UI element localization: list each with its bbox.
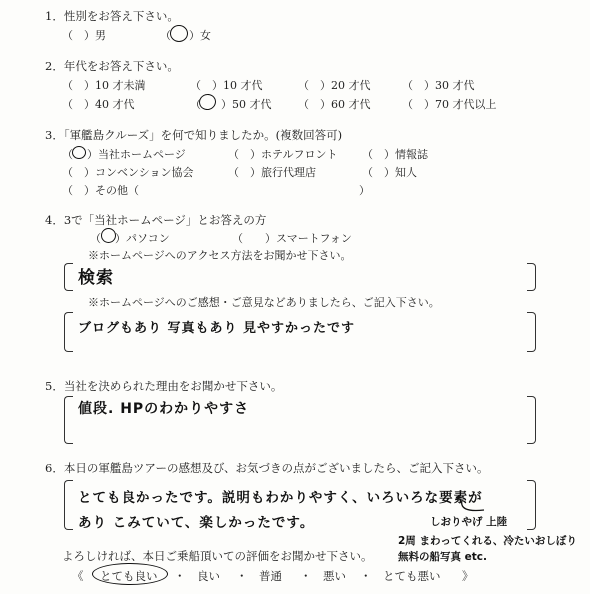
q5-title: 5．当社を決められた理由をお聞かせ下さい。	[45, 379, 283, 393]
q4-impression-bracket-right	[527, 312, 536, 352]
q5-bracket-left	[64, 396, 73, 444]
q2-age-under10[interactable]: （ ）10 才未満	[62, 79, 146, 92]
rating-open: 《	[72, 569, 84, 583]
rating-very-good[interactable]: とても良い	[100, 569, 158, 583]
q6-bracket-right	[527, 480, 536, 530]
q6-answer-line1[interactable]: とても良かったです。説明もわかりやすく、いろいろな要素が	[78, 490, 483, 506]
rating-very-bad[interactable]: ・ とても悪い	[360, 569, 441, 583]
q4-impression-answer[interactable]: ブログもあり 写真もあり 見やすかったです	[78, 321, 356, 336]
q3-option-agency[interactable]: （ ）旅行代理店	[228, 166, 316, 179]
q3-homepage-mark	[72, 146, 86, 159]
q3-option-other[interactable]: （ ）その他（ ）	[62, 184, 370, 197]
q6-side-note-1: しおりやげ 上陸	[430, 516, 508, 528]
q4-access-bracket-left	[64, 263, 73, 291]
q1-option-male[interactable]: （ ）男	[62, 29, 106, 42]
q6-answer-line2[interactable]: あり こみていて、楽しかったです。	[78, 515, 315, 531]
q4-option-pc[interactable]: （ ）パソコン	[90, 232, 170, 245]
rating-average[interactable]: ・ 普通	[236, 569, 282, 583]
q1-female-open: （	[160, 29, 171, 42]
q5-bracket-right	[527, 396, 536, 444]
q6-side-note-2: 2周 まわってくれる、冷たいおしぼり	[398, 535, 577, 547]
rating-good[interactable]: ・ 良い	[174, 569, 220, 583]
q4-access-note: ※ホームページへのアクセス方法をお聞かせ下さい。	[88, 249, 352, 262]
q3-option-friend[interactable]: （ ）知人	[362, 166, 417, 179]
q2-age-70plus[interactable]: （ ）70 才代以上	[402, 98, 497, 111]
q5-answer[interactable]: 値段. HPのわかりやすさ	[78, 401, 250, 417]
q3-title: 3．「軍艦島クルーズ」を何で知りましたか。(複数回答可)	[45, 128, 343, 142]
q2-title: 2．年代をお答え下さい。	[45, 59, 179, 73]
q3-homepage-label: 当社ホームページ	[98, 148, 186, 161]
q1-female-mark	[170, 25, 188, 42]
q4-impression-note: ※ホームページへのご感想・ご意見などありましたら、ご記入下さい。	[88, 296, 440, 309]
q3-option-hotel[interactable]: （ ）ホテルフロント	[228, 148, 338, 161]
rating-very-good-mark	[92, 563, 168, 585]
q6-annotation-arrow-icon	[458, 498, 488, 514]
q4-access-bracket-right	[527, 263, 536, 291]
q4-pc-label: パソコン	[126, 232, 170, 245]
q2-age-50s-label: 50 才代	[232, 98, 272, 111]
q4-pc-mark	[101, 228, 116, 243]
rating-bad[interactable]: ・ 悪い	[300, 569, 346, 583]
q2-age-20s[interactable]: （ ）20 才代	[298, 79, 371, 92]
q2-age-60s[interactable]: （ ）60 才代	[298, 98, 371, 111]
rating-close: 》	[462, 569, 474, 583]
q6-side-note-3: 無料の船写真 etc.	[398, 551, 488, 563]
q2-age-10s[interactable]: （ ）10 才代	[190, 79, 263, 92]
q2-age-40s[interactable]: （ ）40 才代	[62, 98, 135, 111]
q6-title: 6．本日の軍艦島ツアーの感想及び、お気づきの点がございましたら、ご記入下さい。	[45, 461, 489, 475]
q3-option-homepage[interactable]: （ ）当社ホームページ	[62, 148, 186, 161]
q2-age-30s[interactable]: （ ）30 才代	[402, 79, 475, 92]
q6-bracket-left	[64, 480, 73, 530]
q4-impression-bracket-left	[64, 312, 73, 352]
q4-access-answer[interactable]: 検索	[78, 268, 114, 288]
q1-title: 1．性別をお答え下さい。	[45, 9, 179, 23]
q1-female-label: ）女	[189, 29, 211, 42]
q3-option-magazine[interactable]: （ ）情報誌	[362, 148, 428, 161]
q2-age-50s[interactable]: （ ）50 才代	[190, 98, 272, 111]
rating-title: よろしければ、本日ご乗船頂いての評価をお聞かせ下さい。	[62, 549, 373, 563]
q4-title: 4．3で「当社ホームページ」とお答えの方	[45, 213, 267, 227]
q4-option-smartphone[interactable]: （ ）スマートフォン	[232, 232, 352, 245]
q3-option-convention[interactable]: （ ）コンベンション協会	[62, 166, 194, 179]
